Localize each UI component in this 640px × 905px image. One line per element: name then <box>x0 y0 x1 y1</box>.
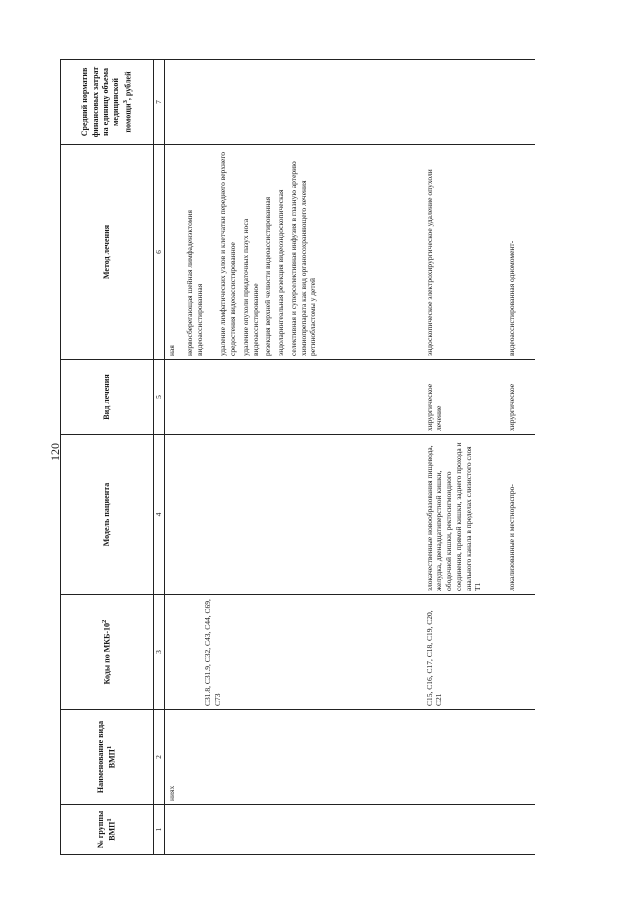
treatment-method-cell <box>505 145 535 360</box>
header-vmp-name: Наименование вида ВМП$^1$ <box>61 710 154 805</box>
icd-codes-cell: C31.8, C31.9, C32, C43, C44, C69, C73 <box>165 595 423 710</box>
icd-codes-cell: C15, C16, C17, C18, C19, C20, C21 <box>423 595 505 710</box>
table-row <box>505 60 535 855</box>
table-row <box>423 60 505 855</box>
group-number-cell <box>423 805 505 855</box>
treatment-method-cell <box>165 145 423 360</box>
header-group-number: № группы ВМП$^1$ <box>61 805 154 855</box>
column-number-row <box>154 60 165 855</box>
cost-norm-cell <box>505 60 535 145</box>
page-number: 120 <box>48 443 62 461</box>
vmp-name-cell <box>423 710 505 805</box>
patient-model-cell: злокачественные новообразования пищевода, желудка, двенадцатиперстной кишки, ободочной кишки, ректосигмоидного соединения, прямой кишки, заднего прохода и анального канала в пределах слизистого слоя T1 <box>423 435 505 595</box>
column-number: 3 <box>154 595 165 710</box>
header-cost-norm: Средний норматив финансовых затрат на единицу объема медицинской помощи$^3$, рублей <box>61 60 154 145</box>
header-treatment-method: Метод лечения <box>61 145 154 360</box>
patient-model-cell: локализованные и местнораспро- <box>505 435 535 595</box>
group-number-cell <box>165 805 423 855</box>
vmp-name-cell: ниях <box>165 710 423 805</box>
column-number: 6 <box>154 145 165 360</box>
table-row <box>165 60 423 855</box>
column-number: 5 <box>154 360 165 435</box>
column-number: 7 <box>154 60 165 145</box>
method-item: удаление лимфатических узлов и клетчатки переднего верхнего средостения видеоассистированное <box>218 151 237 356</box>
header-icd-codes: Коды по МКБ-$10^2$ <box>61 595 154 710</box>
method-item: эндоскопическое электрохирургическое удаление опухоли <box>424 169 434 356</box>
column-number: 2 <box>154 710 165 805</box>
cost-norm-cell <box>165 60 423 145</box>
column-number: 1 <box>154 805 165 855</box>
treatment-type-cell <box>165 360 423 435</box>
cost-norm-cell <box>423 60 505 145</box>
method-item: селективная и суперселективная инфузия в глазную артерию химиопрепарата как вид органосохраняющего лечения ретинобластомы у детей <box>288 161 318 356</box>
patient-model-cell <box>165 435 423 595</box>
treatment-type-cell: хирургическое <box>505 360 535 435</box>
method-item: нервосберегающая шейная лимфаденэктомия видеоассистированная <box>184 210 204 356</box>
column-number: 4 <box>154 435 165 595</box>
method-item: удаление опухоли придаточных пазух носа видеоассистированное <box>240 218 260 356</box>
method-item: видеоассистированная одномомент- <box>506 240 516 356</box>
treatment-type-cell: хирургическое лечение <box>423 360 505 435</box>
method-item: ная <box>167 345 176 356</box>
icd-codes-cell <box>505 595 535 710</box>
vmp-table <box>60 59 535 855</box>
header-patient-model: Модель пациента <box>61 435 154 595</box>
treatment-method-cell <box>423 145 505 360</box>
method-item: эндоларингеальная резекция видеоэндоскопическая <box>276 189 285 356</box>
vmp-name-cell <box>505 710 535 805</box>
header-treatment-type: Вид лечения <box>61 360 154 435</box>
group-number-cell <box>505 805 535 855</box>
method-item: резекция верхней челюсти видеоассистированная <box>263 196 273 356</box>
header-row <box>61 60 154 855</box>
